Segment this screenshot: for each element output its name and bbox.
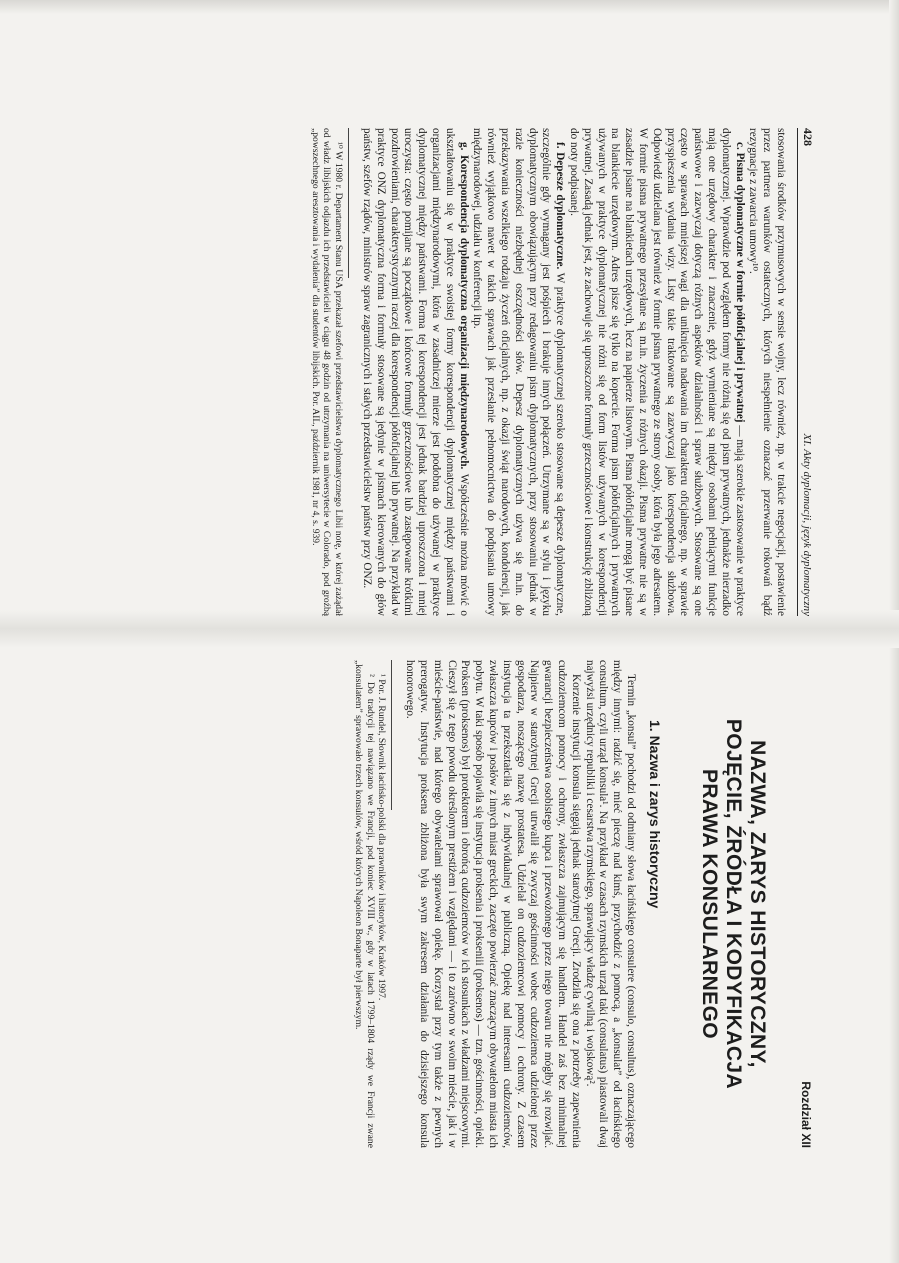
footnote: ¹⁰ W 1980 r. Departament Stanu USA przekazał szefowi przedstawicielstwa dyplomatycznego Libii notę, w której zażądał od władz libijskich odjazdu ich przedstawicieli w ciągu 48 godzin od utrzymania na uniwersytecie w Colorado, pod groźbą „powszechnego aresztowania i wydalenia” dla studentów libijskich. Por. AIL, październik 1981, nr 4, s. 939.: [309, 128, 345, 616]
page-number: 428: [801, 128, 815, 146]
running-head: [797, 128, 815, 616]
paragraph: f. Depesze dyplomatyczne. W praktyce dyplomatycznej szeroko stosowane są depesze dyplomatyczne, szczególnie gdy wymagany jest pośpiech i brakuje innych połączeń. Utrzymane są w stylu i języku dyplomatycznym obowiązującym przy redagowaniu pism dyplomatycznych, przy stosowaniu jednak w razie konieczności niezbędnej oszczędności słów. Depesz dyplomatycznych używa się m.in. do przekazywania wszelkiego rodzaju życzeń oficjalnych, np. z okazji świąt narodowych, kondolencji, jak również wyjątkowo nawet w takich sprawach jak przesłanie pełnomocnictwa do podpisania umowy międzynarodowej, udziału w konferencji itp.: [471, 128, 567, 616]
footnote: ² Do tradycji tej nawiązano we Francji, pod koniec XVIII w., gdy w latach 1799–1804 rządy we Francji zwane „konsulatem” sprawowało trzech konsulów, wśród których Napoleon Bonaparte był pierwszym.: [352, 660, 376, 1148]
chapter-label: Rozdział XII: [799, 1081, 813, 1148]
scan-edge-top: [0, 0, 899, 14]
footnote-rule: [387, 660, 392, 810]
paragraph: stosowania środków przymusowych w sensie wojny, lecz również, np. w trakcie negocjacji, postawienie przez partnera warunków ostatecznych, których niespełnienie oznaczać przerwanie rokowań bądź rezygnacje z zawarcia umowy¹⁰.: [747, 128, 787, 616]
footnotes: [309, 128, 344, 616]
footnote: ¹ Por. J. Rundel, Słownik łacińsko-polski dla prawników i historyków, Kraków 1997.: [376, 674, 388, 1001]
footnote-rule: [344, 128, 349, 278]
section-title: 1. Nazwa i zarys historyczny: [647, 720, 663, 909]
paragraph: Korzenie instytucji konsula sięgają jednak starożytnej Grecji. Zrodziła się ona z potrzeby zapewnienia cudzoziemcom pomocy i ochrony, zwłaszcza zajmującym się handlem. Handel zaś bez minimalnej gwarancji bezpieczeństwa osobistego kupca i przewożonego przez niego towaru nie mógłby się rozwijać. Najpierw w starożytnej Grecji utrwalił się zwyczaj gościnności wobec cudzoziemca udzielonej przez gospodarza, noszącego nazwę prostatesa. Udzielał on cudzoziemcowi pomocy i ochrony. Z czasem instytucja ta przekształciła się z indywidualnej w publiczną. Opiekę nad interesami cudzoziemców, zwłaszcza kupców i posłów z innych miast greckich, zaczęto powierzać znaczącym obywatelom miasta ich pobytu. W taki sposób pojawiła się instytucja proksenia i prokseniii (proksenos) — tzn. gościnności, opieki. Proksen (proksenos) był protektorem i obrońcą cudzoziemców w ich stosunkach z władzami miejscowymi. Cieszył się z tego powodu określonym prestiżem i względami — i to zarówno w swoim mieście, jak i w mieście-państwie, nad którego obywatelami sprawował opiekę. Korzystał przy tym także z pewnych prerogatyw. Instytucja proksena zbliżona była swym zakresem działania do dzisiejszego konsula honorowego.: [404, 660, 582, 1148]
chapter-title: NAZWA, ZARYS HISTORYCZNY, POJĘCIE, ŹRÓDŁA I KODYFIKACJA PRAWA KONSULARNEGO: [698, 718, 769, 1090]
right-page: [25, 660, 815, 1148]
paragraph: Termin „konsul” pochodzi od odmiany słowa łacińskiego consulere (consulo, consultus), oznaczającego między innymi: radzić się, mieć pieczę nad kimś, przychodzić z pomocą, a „konsulat” od łacińskiego consultum, czyli urząd konsula¹. Na przykład w czasach rzymskich urząd taki (consulatus) piastowali dwaj najwyżsi urzędnicy republiki i cesarstwa rzymskiego, sprawujący władzę cywilną i wojskową².: [583, 660, 637, 1148]
left-page: [25, 128, 815, 616]
footnotes: [352, 660, 387, 1148]
paragraph: c. Pisma dyplomatyczne w formie półoficjalnej i prywatnej — mają szerokie zastosowanie w praktyce dyplomatycznej. Wprawdzie pod względem formy nie różnią się od pism prywatnych, jednakże nierzadko mają one urzędowy charakter i znaczenie, gdyż wymieniane są między osobami pełniącymi funkcje państwowe i zazwyczaj dotyczą różnych aspektów działalności i spraw służbowych. Stosowane są one często w sprawach mniejszej wagi dla uniknięcia nadawania im charakteru oficjalnego, np. w sprawie przyspieszenia wydania wizy. Listy takie traktowane są zazwyczaj jako korespondencja służbowa. Odpowiedź udzielana jest również w formie pisma prywatnego ze strony osoby, która była jego adresatem. W formie pisma prywatnego przesyłane są m.in. życzenia z różnych okazji. Pisma prywatne nie są w zasadzie pisane na blankietach urzędowych, lecz na papierze listowym. Pisma półoficjalne mogą być pisane na blankiecie urzędowym. Adres pisze się tylko na kopercie. Forma pism półoficjalnych i prywatnych używanych w praktyce dyplomatycznej nie różni się od form listów używanych w korespondencji prywatnej. Zasadą jednak jest, że zachowuje się uproszczone formuły grzecznościowe i konstrukcję zbliżoną do noty podpisanej.: [568, 128, 746, 616]
paragraph: g. Korespondencja dyplomatyczna organizacji międzynarodowych. Współcześnie można mówić o ukształtowaniu się w praktyce swoistej formy korespondencji dyplomatycznej między państwami i organizacjami międzynarodowymi, która w zasadniczej mierze jest podobna do używanej w praktyce dyplomatycznej między państwami. Forma tej korespondencji jest jednak bardziej uproszczona i mniej uroczysta: często pomijane są początkowe i końcowe formuły grzecznościowe lub zastępowane krótkimi pozdrowieniami, charakterystycznymi raczej dla korespondencji półoficjalnej lub prywatnej. Na przykład w praktyce ONZ dyplomatyczna forma i formuły stosowane są jedynie w pismach kierowanych do głów państw, szefów rządów, ministrów spraw zagranicznych i stałych przedstawicielstw państw przy ONZ.: [361, 128, 470, 616]
running-title: XI. Akty dyplomacji, język dyplomatyczny: [801, 433, 813, 616]
